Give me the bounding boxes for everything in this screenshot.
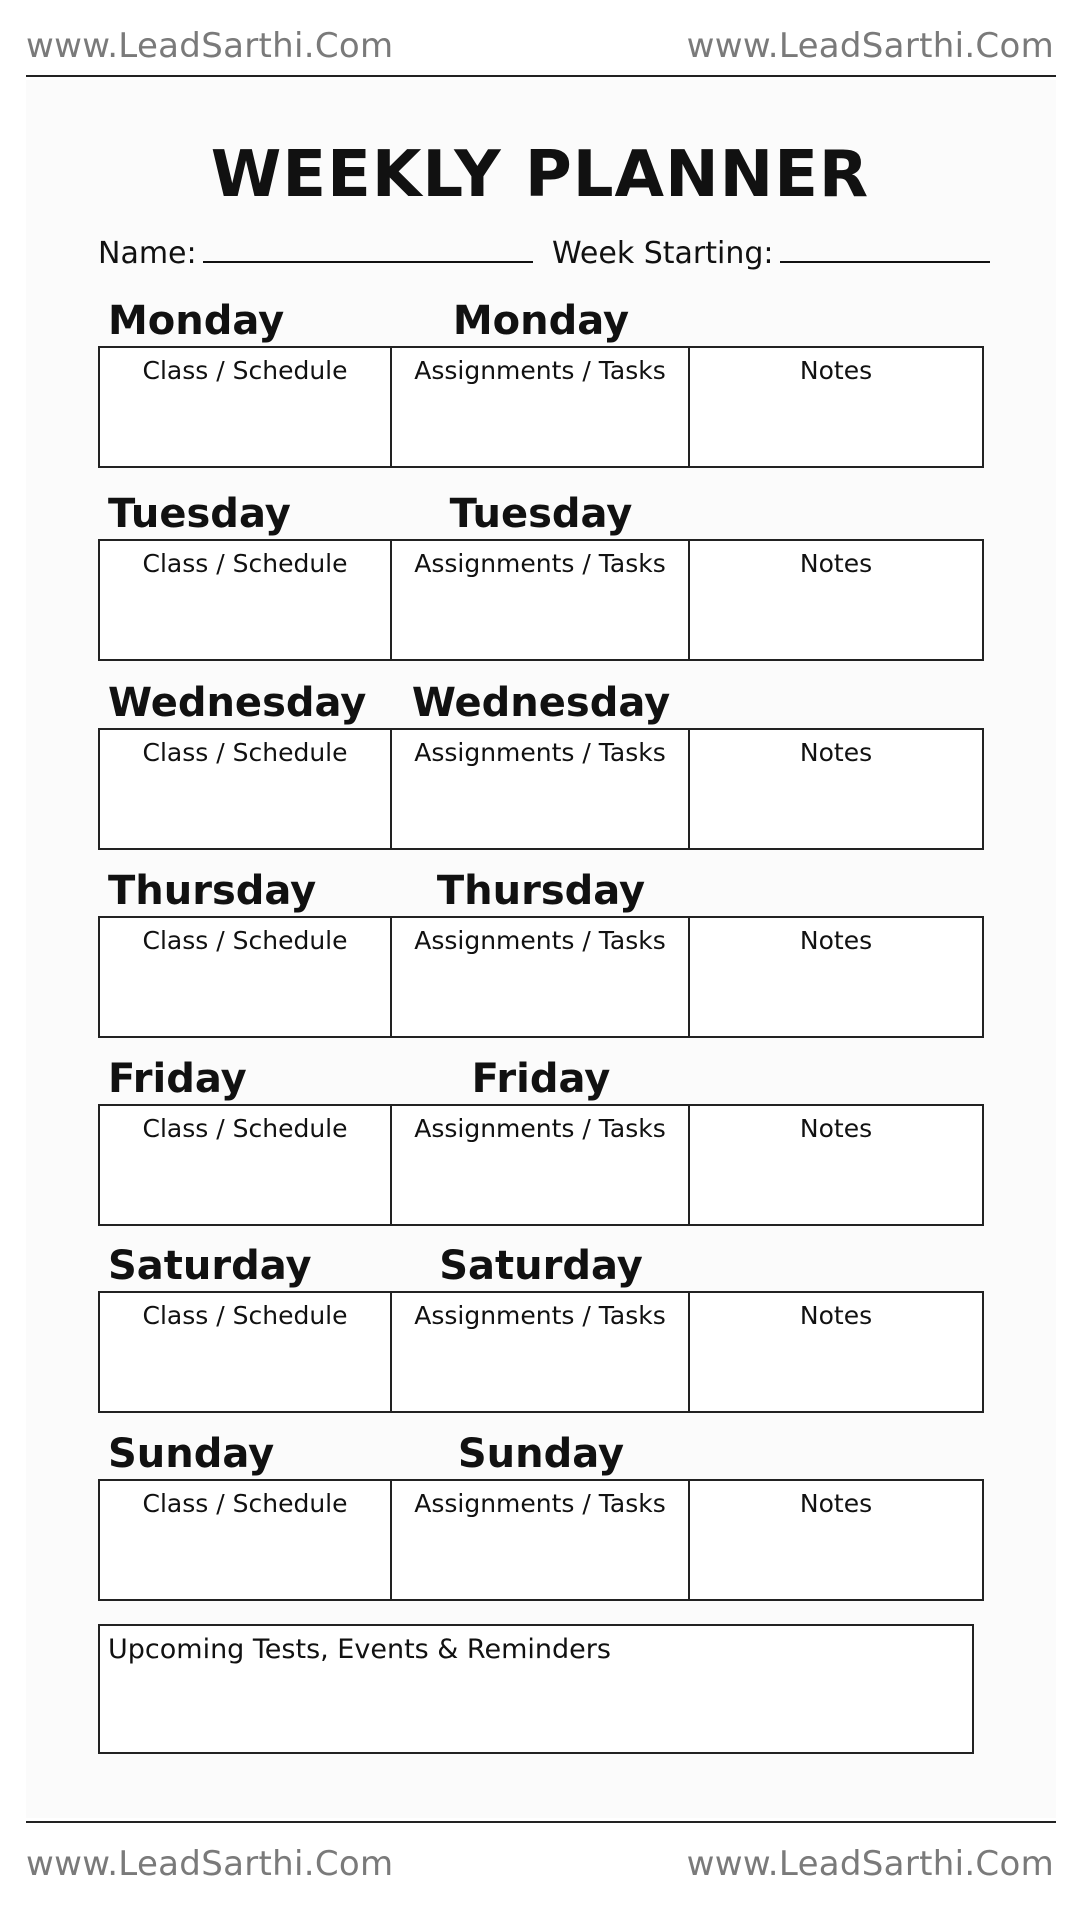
day-grid xyxy=(98,346,984,468)
week-starting-field xyxy=(552,236,990,271)
day-label-center: Tuesday xyxy=(449,491,633,537)
tasks-cell[interactable]: Assignments / Tasks xyxy=(392,918,690,1036)
watermark-bottom-right: www.LeadSarthi.Com xyxy=(686,1844,1054,1884)
week-starting-blank-line[interactable] xyxy=(780,241,990,263)
day-label: Sunday xyxy=(108,1431,275,1477)
notes-cell[interactable]: Notes xyxy=(799,549,873,578)
day-label-center: Thursday xyxy=(436,868,646,914)
schedule-cell[interactable]: Class / Schedule xyxy=(100,730,392,848)
tasks-cell[interactable]: Assignments / Tasks xyxy=(392,730,690,848)
tasks-cell[interactable]: Assignments / Tasks xyxy=(392,1481,690,1599)
tasks-cell[interactable]: Assignments / Tasks xyxy=(392,1106,690,1224)
day-grid xyxy=(98,916,984,1038)
day-label: Thursday xyxy=(108,868,317,914)
reminders-box[interactable] xyxy=(98,1624,974,1754)
schedule-cell[interactable]: Class / Schedule xyxy=(100,1106,392,1224)
bottom-divider xyxy=(26,1821,1056,1823)
day-grid xyxy=(98,539,984,661)
page-title: WEEKLY PLANNER xyxy=(210,138,870,212)
notes-cell[interactable]: Notes xyxy=(799,1489,873,1518)
watermark-bottom-left: www.LeadSarthi.Com xyxy=(26,1844,394,1884)
schedule-cell[interactable]: Class / Schedule xyxy=(100,1481,392,1599)
schedule-cell[interactable]: Class / Schedule xyxy=(100,348,392,466)
day-label-center: Wednesday xyxy=(411,680,671,726)
day-grid xyxy=(98,1104,984,1226)
watermark-top-left: www.LeadSarthi.Com xyxy=(26,26,394,66)
day-label-center: Monday xyxy=(452,298,630,344)
name-field xyxy=(98,236,533,271)
day-grid xyxy=(98,1291,984,1413)
schedule-cell[interactable]: Class / Schedule xyxy=(100,1293,392,1411)
day-label: Wednesday xyxy=(108,680,367,726)
tasks-cell[interactable]: Assignments / Tasks xyxy=(392,541,690,659)
day-grid xyxy=(98,1479,984,1601)
notes-cell[interactable]: Notes xyxy=(799,926,873,955)
notes-cell[interactable]: Notes xyxy=(799,1114,873,1143)
week-starting-label: Week Starting: xyxy=(552,236,774,271)
day-grid xyxy=(98,728,984,850)
top-divider xyxy=(26,75,1056,77)
day-label: Friday xyxy=(108,1056,247,1102)
day-label-center: Friday xyxy=(471,1056,611,1102)
notes-cell[interactable]: Notes xyxy=(799,738,873,767)
tasks-cell[interactable]: Assignments / Tasks xyxy=(392,1293,690,1411)
reminders-label: Upcoming Tests, Events & Reminders xyxy=(108,1634,611,1665)
day-label-center: Sunday xyxy=(457,1431,625,1477)
name-label: Name: xyxy=(98,236,197,271)
day-label: Monday xyxy=(108,298,285,344)
schedule-cell[interactable]: Class / Schedule xyxy=(100,541,392,659)
tasks-cell[interactable]: Assignments / Tasks xyxy=(392,348,690,466)
notes-cell[interactable]: Notes xyxy=(799,356,873,385)
day-label: Tuesday xyxy=(108,491,291,537)
watermark-top-right: www.LeadSarthi.Com xyxy=(686,26,1054,66)
day-label: Saturday xyxy=(108,1243,312,1289)
notes-cell[interactable]: Notes xyxy=(799,1301,873,1330)
day-label-center: Saturday xyxy=(439,1243,643,1289)
schedule-cell[interactable]: Class / Schedule xyxy=(100,918,392,1036)
name-blank-line[interactable] xyxy=(203,241,533,263)
